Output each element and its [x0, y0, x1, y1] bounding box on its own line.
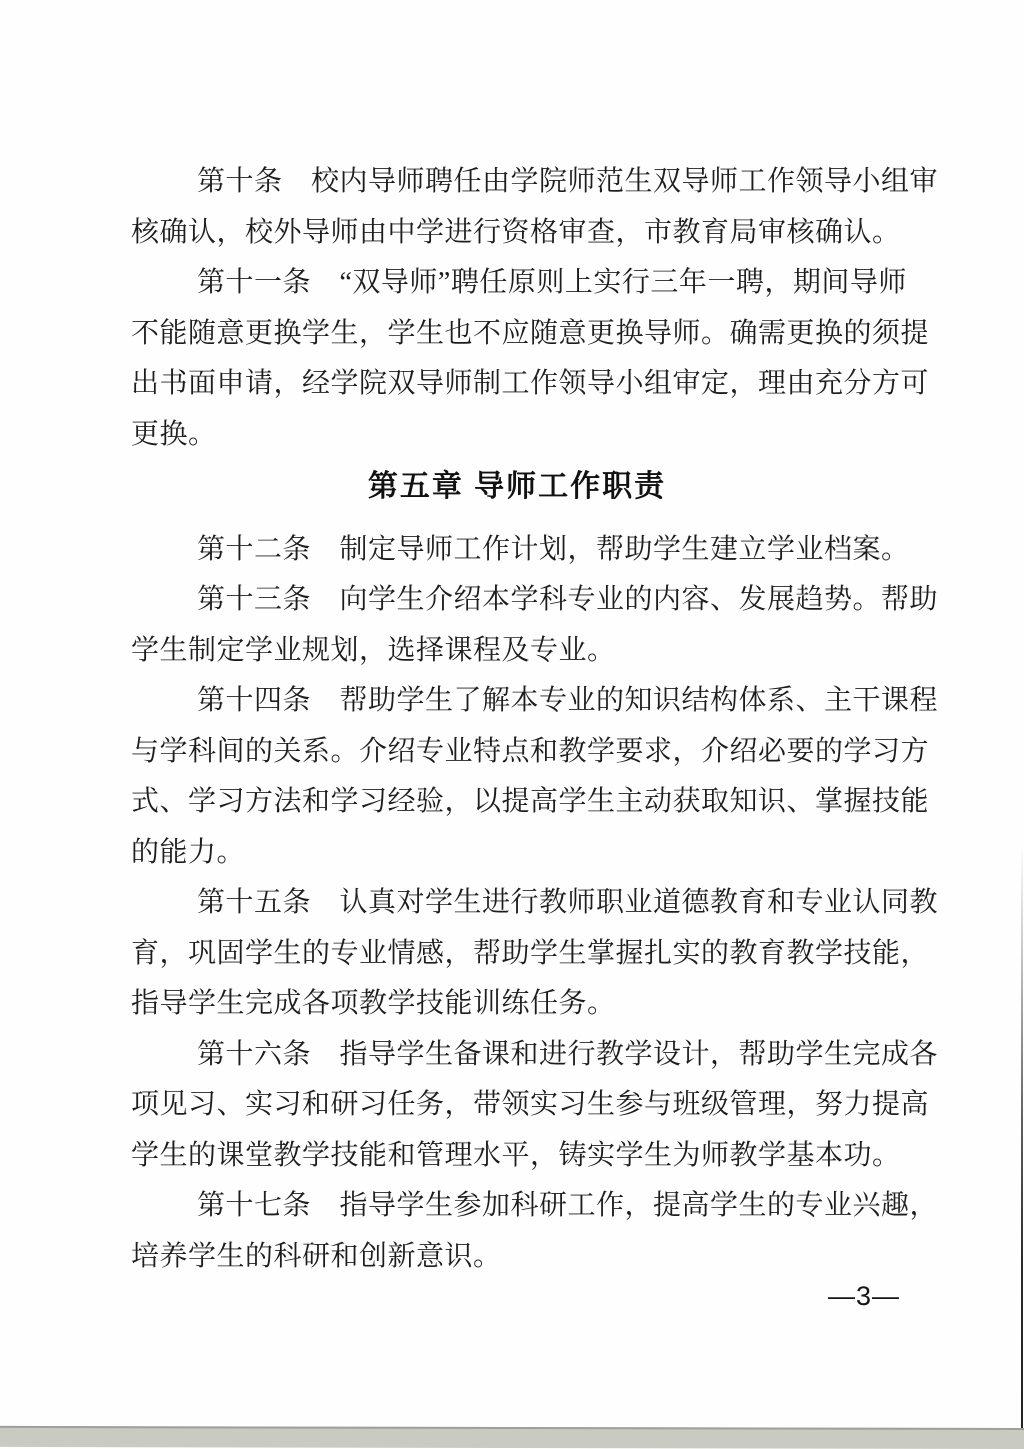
document-body — [131, 157, 939, 1282]
text-line: 项见习、实习和研习任务，带领实习生参与班级管理，努力提高 — [131, 1089, 930, 1120]
scan-background-band-bottom — [0, 1426, 1024, 1449]
text-line: 更换。 — [131, 418, 217, 450]
text-line: 第十四条 帮助学生了解本专业的知识结构体系、主干课程 — [197, 685, 939, 716]
text-line: 的能力。 — [131, 836, 246, 868]
text-line: 出书面申请，经学院双导师制工作领导小组审定，理由充分方可 — [131, 368, 930, 399]
text-line: 核确认，校外导师由中学进行资格审查，市教育局审核确认。 — [131, 216, 901, 248]
text-line: 第十七条 指导学生参加科研工作，提高学生的专业兴趣， — [197, 1190, 939, 1221]
text-line: 指导学生完成各项教学技能训练任务。 — [131, 988, 616, 1019]
text-line: 育，巩固学生的专业情感，帮助学生掌握扎实的教育教学技能， — [131, 937, 930, 969]
page-number: —3— — [828, 1281, 901, 1311]
text-line: 与学科间的关系。介绍专业特点和教学要求，介绍必要的学习方 — [131, 735, 930, 767]
text-line: 培养学生的科研和创新意识。 — [131, 1240, 502, 1272]
scan-edge-shadow-right — [1021, 845, 1023, 1448]
text-line: 第十条 校内导师聘任由学院师范生双导师工作领导小组审 — [197, 166, 939, 197]
text-line: 学生的课堂教学技能和管理水平，铸实学生为师教学基本功。 — [131, 1139, 901, 1171]
text-line: 学生制定学业规划，选择课程及专业。 — [131, 634, 616, 666]
text-line: 第十三条 向学生介绍本学科专业的内容、发展趋势。帮助 — [197, 584, 939, 615]
chapter-heading: 第五章 导师工作职责 — [367, 470, 667, 503]
text-line: 第十六条 指导学生备课和进行教学设计，帮助学生完成各 — [197, 1038, 939, 1070]
text-line: 第十二条 制定导师工作计划，帮助学生建立学业档案。 — [197, 533, 910, 565]
text-line: 式、学习方法和学习经验，以提高学生主动获取知识、掌握技能 — [131, 786, 930, 817]
text-line: 不能随意更换学生，学生也不应随意更换导师。确需更换的须提 — [131, 317, 930, 349]
text-line: 第十一条 “双导师”聘任原则上实行三年一聘，期间导师 — [197, 267, 907, 298]
text-line: 第十五条 认真对学生进行教师职业道德教育和专业认同教 — [197, 887, 939, 918]
